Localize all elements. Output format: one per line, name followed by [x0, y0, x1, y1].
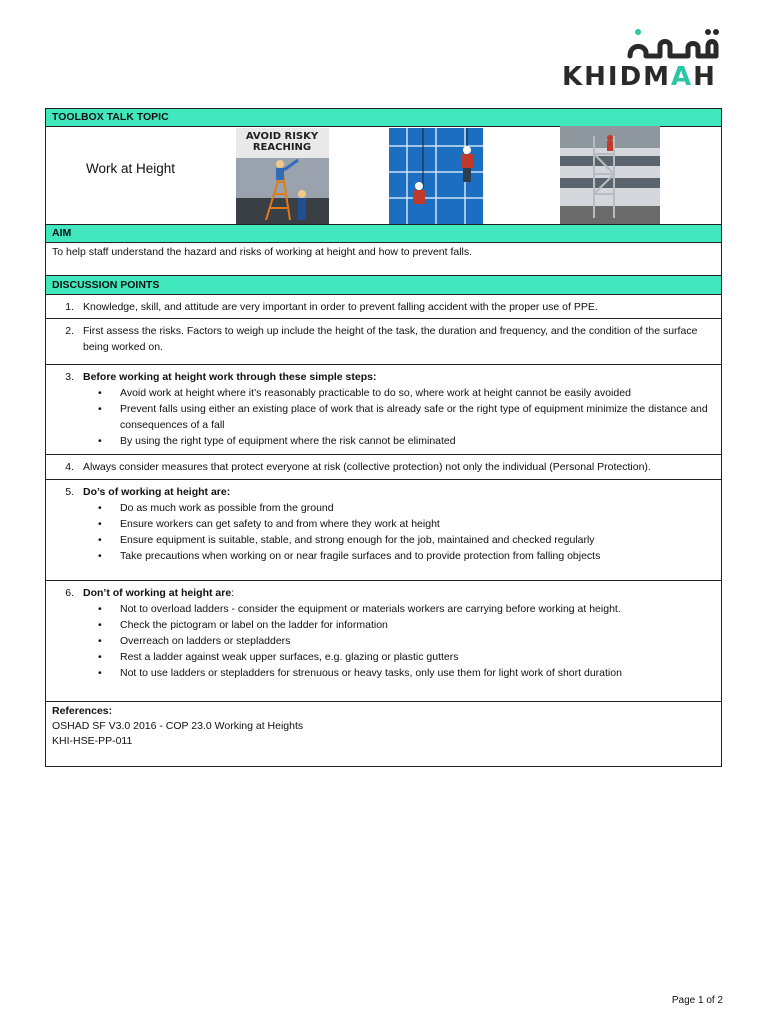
topic-header: TOOLBOX TALK TOPIC — [45, 108, 722, 126]
sign-text-2: REACHING — [252, 142, 312, 153]
discussion-point-5: 5. Do’s of working at height are: • Do as much work as possible from the ground • Ensure workers can get safety to and from where they work at height • Ensure equipment is suitable, stable, and strong enough for the job, maintained and checked regularly • Take precautions when working on or near fragile surfaces and to provide protection from falling objects — [45, 479, 722, 580]
list-item: • Do as much work as possible from the ground — [46, 500, 715, 516]
discussion-point-3: 3. Before working at height work through these simple steps: • Avoid work at height where it’s reasonably practicable to do so, where work at height cannot be easily avoided • Prevent falls using either an existing place of work that is already safe or the right type of equipment minimize the distance and consequences of a fall • By using the right type of equipment where the risk cannot be eliminated — [45, 364, 722, 454]
aim-text: To help staff understand the hazard and risks of working at height and how to prevent falls. — [45, 242, 722, 275]
point-3-list — [46, 385, 715, 449]
avoid-risky-reaching-image — [236, 128, 329, 224]
discussion-point-4: 4. Always consider measures that protect everyone at risk (collective protection) not only the individual (Personal Protection). — [45, 454, 722, 479]
list-item: • Not to overload ladders - consider the equipment or materials workers are carrying before working at height. — [46, 601, 715, 617]
rope-access-workers-image — [389, 128, 483, 224]
page-title: Work at Height — [86, 161, 176, 176]
discussion-point-6: 6. Don’t of working at height are: • Not to overload ladders - consider the equipment or materials workers are carrying before working at height. • Check the pictogram or label on the ladder for information • Overreach on ladders or stepladders • Rest a ladder against weak upper surfaces, e.g. glazing or plastic gutters • Not to use ladders or stepladders for strenuous or heavy tasks, only use them for light work of short duration — [45, 580, 722, 701]
list-item: • Take precautions when working on or near fragile surfaces and to provide protection from falling objects — [46, 548, 715, 564]
list-item: • Avoid work at height where it’s reasonably practicable to do so, where work at height cannot be easily avoided — [46, 385, 715, 401]
list-item: • Not to use ladders or stepladders for strenuous or heavy tasks, only use them for light work of short duration — [46, 665, 715, 681]
reference-line: OSHAD SF V3.0 2016 - COP 23.0 Working at Heights — [52, 720, 304, 732]
references — [45, 701, 722, 767]
list-item: • Ensure workers can get safety to and from where they work at height — [46, 516, 715, 532]
dos-list — [46, 500, 715, 564]
discussion-point-2: 2. First assess the risks. Factors to weigh up include the height of the task, the duration and frequency, and the condition of the surface being worked on. — [45, 318, 722, 364]
mobile-scaffold-image — [560, 126, 660, 222]
donts-list — [46, 601, 715, 681]
discussion-header: DISCUSSION POINTS — [45, 275, 722, 294]
discussion-point-1: 1. Knowledge, skill, and attitude are very important in order to prevent falling accident with the proper use of PPE. — [45, 294, 722, 318]
arabic-logo-mark — [624, 26, 724, 62]
sign-text-1: AVOID RISKY — [245, 131, 319, 142]
list-item: • Rest a ladder against weak upper surfaces, e.g. glazing or plastic gutters — [46, 649, 715, 665]
references-label: References: — [52, 705, 113, 717]
topic-cell — [45, 126, 722, 224]
list-item: • By using the right type of equipment where the risk cannot be eliminated — [46, 433, 715, 449]
list-item: • Check the pictogram or label on the ladder for information — [46, 617, 715, 633]
brand-wordmark: KHIDMAH — [562, 62, 717, 92]
list-item: • Overreach on ladders or stepladders — [46, 633, 715, 649]
reference-line: KHI-HSE-PP-011 — [52, 735, 133, 747]
aim-header: AIM — [45, 224, 722, 242]
toolbox-talk-form — [45, 108, 722, 767]
list-item: • Ensure equipment is suitable, stable, and strong enough for the job, maintained and checked regularly — [46, 532, 715, 548]
page-number: Page 1 of 2 — [671, 995, 723, 1006]
khidmah-logo — [560, 26, 730, 98]
list-item: • Prevent falls using either an existing place of work that is already safe or the right type of equipment minimize the distance and consequences of a fall — [46, 401, 715, 433]
